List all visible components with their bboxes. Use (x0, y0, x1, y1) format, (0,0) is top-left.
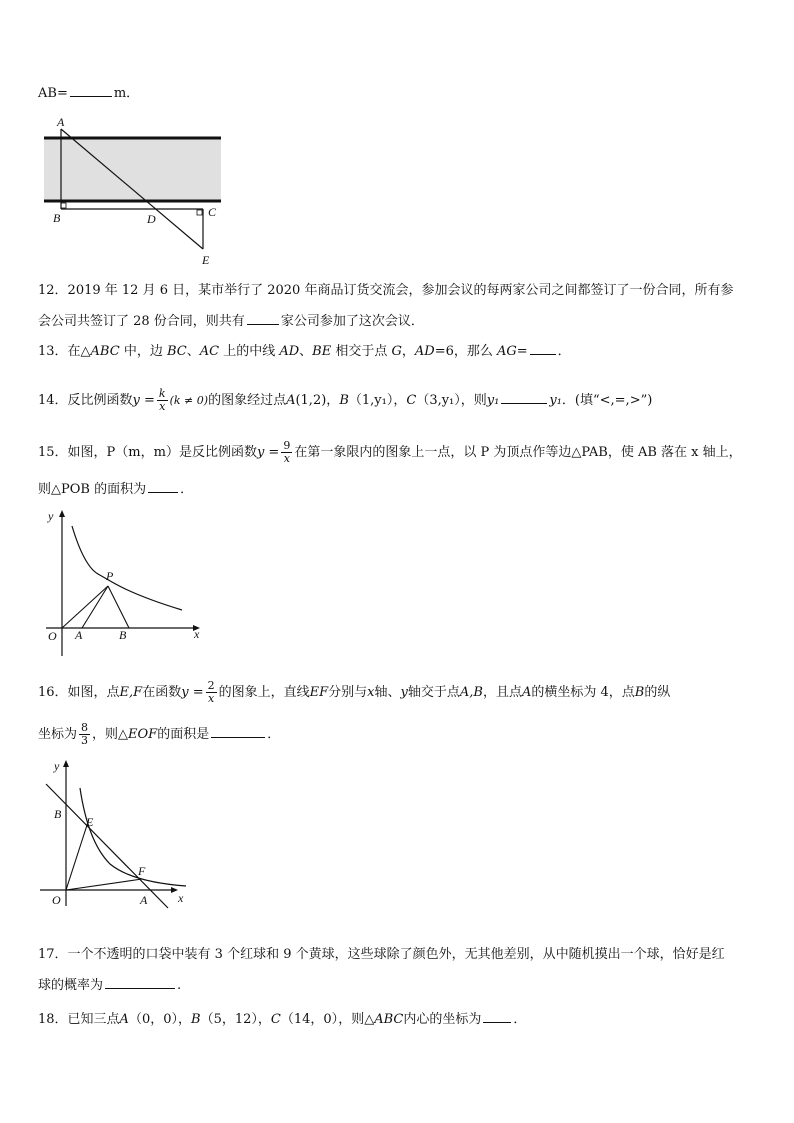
right-angle-B (61, 203, 66, 208)
q16-frac2-den: 3 (81, 734, 89, 747)
q14-t1: 14．反比例函数 (38, 393, 133, 408)
q16-t4: 分别与 (328, 685, 368, 700)
q16-t3: 的图象上，直线 (218, 685, 310, 700)
q13-be: BE (312, 344, 332, 359)
q13-t10: ． (557, 344, 571, 359)
q14-y1a: y₁ (486, 393, 500, 408)
segment-OF (66, 879, 142, 890)
q13-ac: AC (199, 344, 220, 359)
q17-t1: 球的概率为 (38, 978, 104, 993)
q16-t13: ． (267, 727, 281, 742)
q16-t5: 轴、 (374, 685, 401, 700)
label-x: x (194, 627, 200, 641)
q18-c1: ， (177, 1012, 191, 1027)
q14-B: B (339, 393, 349, 408)
segment-PB (108, 586, 129, 628)
q18-C-coord: （14，0） (280, 1012, 339, 1027)
q14-B-coord: （1,y₁） (348, 393, 394, 408)
q18-A: A (119, 1012, 129, 1027)
q13-t4: 上的中线 (219, 344, 280, 359)
q16-t6: 轴交于点 (407, 685, 460, 700)
q13-t8: =6，那么 (434, 344, 497, 359)
q15-t2: 在第一象限内的图象上一点，以 P 为顶点作等边△PAB，使 AB 落在 x 轴上， (294, 445, 742, 460)
q14-frac-num: k (158, 387, 166, 400)
y-axis-arrow (63, 760, 69, 767)
q17-blank[interactable] (105, 976, 175, 989)
q16-line2 (38, 722, 280, 747)
q16-frac-num: 2 (207, 679, 215, 692)
q16-x: x (367, 685, 375, 700)
label-A: A (140, 893, 148, 907)
river-figure (36, 112, 236, 272)
q14-line (38, 388, 652, 413)
q16-t8: 的横坐标为 4，点 (531, 685, 635, 700)
hyperbola-curve (72, 526, 182, 610)
q16-A: A (521, 685, 532, 700)
q16-y-eq: y = (181, 685, 204, 700)
q14-y1b: y₁ (549, 393, 562, 408)
q14-C-coord: （3,y₁） (416, 393, 461, 408)
q13-bc: BC (166, 344, 187, 359)
q16-y: y (400, 685, 408, 700)
q16-fraction2 (79, 722, 90, 747)
q16-AB: A,B (459, 685, 483, 700)
q13-t6: 相交于点 (331, 344, 392, 359)
q15-t4: ． (180, 482, 194, 497)
hyperbola-triangle-figure (36, 506, 208, 661)
q18-abc: ABC (374, 1012, 404, 1027)
q17-line1: 17．一个不透明的口袋中装有 3 个红球和 9 个黄球，这些球除了颜色外，无其他差别，从中随机摸出一个球，恰好是红 (38, 947, 725, 962)
q11-answer-line (38, 84, 139, 103)
q16-blank[interactable] (211, 725, 265, 738)
q15-frac-num: 9 (283, 439, 291, 452)
q13-ad2: AD (414, 344, 435, 359)
q18-c2: ， (257, 1012, 271, 1027)
q13-t3: 、 (186, 344, 200, 359)
q14-A: A (286, 393, 296, 408)
q16-frac-den: x (207, 692, 215, 705)
x-axis-arrow (171, 887, 178, 893)
label-E: E (202, 253, 210, 267)
q11-suffix: m． (113, 86, 140, 101)
q14-t6: ．(填“<,=,>”) (561, 393, 653, 408)
q13-t9: = (516, 344, 528, 359)
q18-t4: ． (513, 1012, 527, 1027)
q14-t5: ，则 (460, 393, 487, 408)
q14-t4: ， (393, 393, 407, 408)
q13-ad: AD (279, 344, 300, 359)
q18-t2: ，则△ (338, 1012, 375, 1027)
q14-cond: (k ≠ 0) (169, 394, 209, 407)
q15-y-eq: y = (256, 445, 280, 460)
segment-OP (62, 586, 108, 628)
q15-t3: 则△POB 的面积为 (38, 482, 147, 497)
q18-blank[interactable] (483, 1010, 511, 1023)
label-B: B (54, 807, 62, 821)
q11-prefix: AB= (38, 86, 68, 101)
q14-C: C (406, 393, 417, 408)
q14-fraction (157, 388, 168, 413)
label-A: A (57, 115, 65, 129)
q11-blank[interactable] (70, 84, 112, 97)
label-A: A (75, 628, 83, 642)
q13-t2: 中，边 (119, 344, 167, 359)
q15-line2 (38, 480, 193, 499)
q16-line1 (38, 680, 670, 705)
q16-ef: EF (309, 685, 329, 700)
label-P: P (106, 569, 114, 583)
q18-C: C (270, 1012, 281, 1027)
q16-t12: 的面积是 (157, 727, 210, 742)
q12-blank[interactable] (247, 312, 279, 325)
label-O: O (52, 893, 61, 907)
label-E: E (86, 815, 94, 829)
q15-line1 (38, 440, 742, 465)
q12-line1: 12．2019 年 12 月 6 日，某市举行了 2020 年商品订货交流会，参加会议的每两家公司之间都签订了一份合同，所有参 (38, 283, 734, 298)
q16-t7: ，且点 (482, 685, 522, 700)
q13-abc: ABC (90, 344, 120, 359)
q16-t2: 在函数 (142, 685, 182, 700)
label-y: y (48, 509, 54, 523)
q13-t5: 、 (299, 344, 313, 359)
q14-t2: 的图象经过点 (208, 393, 287, 408)
q16-t1: 16．如图，点 (38, 685, 120, 700)
q16-t10: 坐标为 (38, 727, 78, 742)
q17-line2 (38, 976, 181, 995)
q16-t9: 的纵 (644, 685, 671, 700)
q16-eof: EOF (128, 727, 158, 742)
label-B: B (53, 211, 61, 225)
q18-line (38, 1010, 526, 1029)
q14-A-coord: (1,2) (295, 393, 327, 408)
label-F: F (138, 864, 146, 878)
label-C: C (208, 205, 217, 219)
q13-g: G (391, 344, 402, 359)
q18-t3: 内心的坐标为 (403, 1012, 482, 1027)
q18-B: B (191, 1012, 201, 1027)
line-hyperbola-figure (36, 756, 196, 916)
hyperbola-curve (80, 788, 186, 886)
q13-t7: ， (401, 344, 415, 359)
q14-y-eq: y = (132, 393, 155, 408)
q16-B: B (634, 685, 645, 700)
label-y: y (54, 759, 60, 773)
q12-line2 (38, 312, 424, 331)
q18-t1: 18．已知三点 (38, 1012, 120, 1027)
q17-t2: . (177, 978, 182, 993)
q13-line (38, 342, 571, 361)
label-x: x (178, 891, 184, 905)
right-angle-C (197, 210, 202, 215)
q13-ag: AG (496, 344, 517, 359)
river-band (44, 138, 221, 201)
q14-blank[interactable] (501, 391, 547, 404)
label-D: D (147, 212, 156, 226)
q12-text-a: 会公司共签订了 28 份合同，则共有 (38, 314, 245, 329)
label-O: O (48, 629, 57, 643)
q16-t11: ，则△ (92, 727, 129, 742)
q14-t3: ， (326, 393, 340, 408)
q15-fraction (281, 440, 292, 465)
q18-A-coord: （0，0） (128, 1012, 178, 1027)
q16-frac2-num: 8 (81, 721, 89, 734)
q18-B-coord: （5，12） (200, 1012, 258, 1027)
segment-OE (66, 822, 88, 890)
q16-fraction (206, 680, 217, 705)
q15-t1: 15．如图，P（m，m）是反比例函数 (38, 445, 257, 460)
segment-PA (82, 586, 108, 628)
y-axis-arrow (59, 510, 65, 517)
q13-blank[interactable] (530, 342, 556, 355)
label-B: B (119, 628, 127, 642)
q16-EF: E,F (119, 685, 143, 700)
q12-text-b: 家公司参加了这次会议． (280, 314, 424, 329)
q14-frac-den: x (159, 400, 166, 413)
q15-blank[interactable] (148, 480, 178, 493)
q13-t1: 13．在△ (38, 344, 91, 359)
q15-frac-den: x (283, 452, 290, 465)
